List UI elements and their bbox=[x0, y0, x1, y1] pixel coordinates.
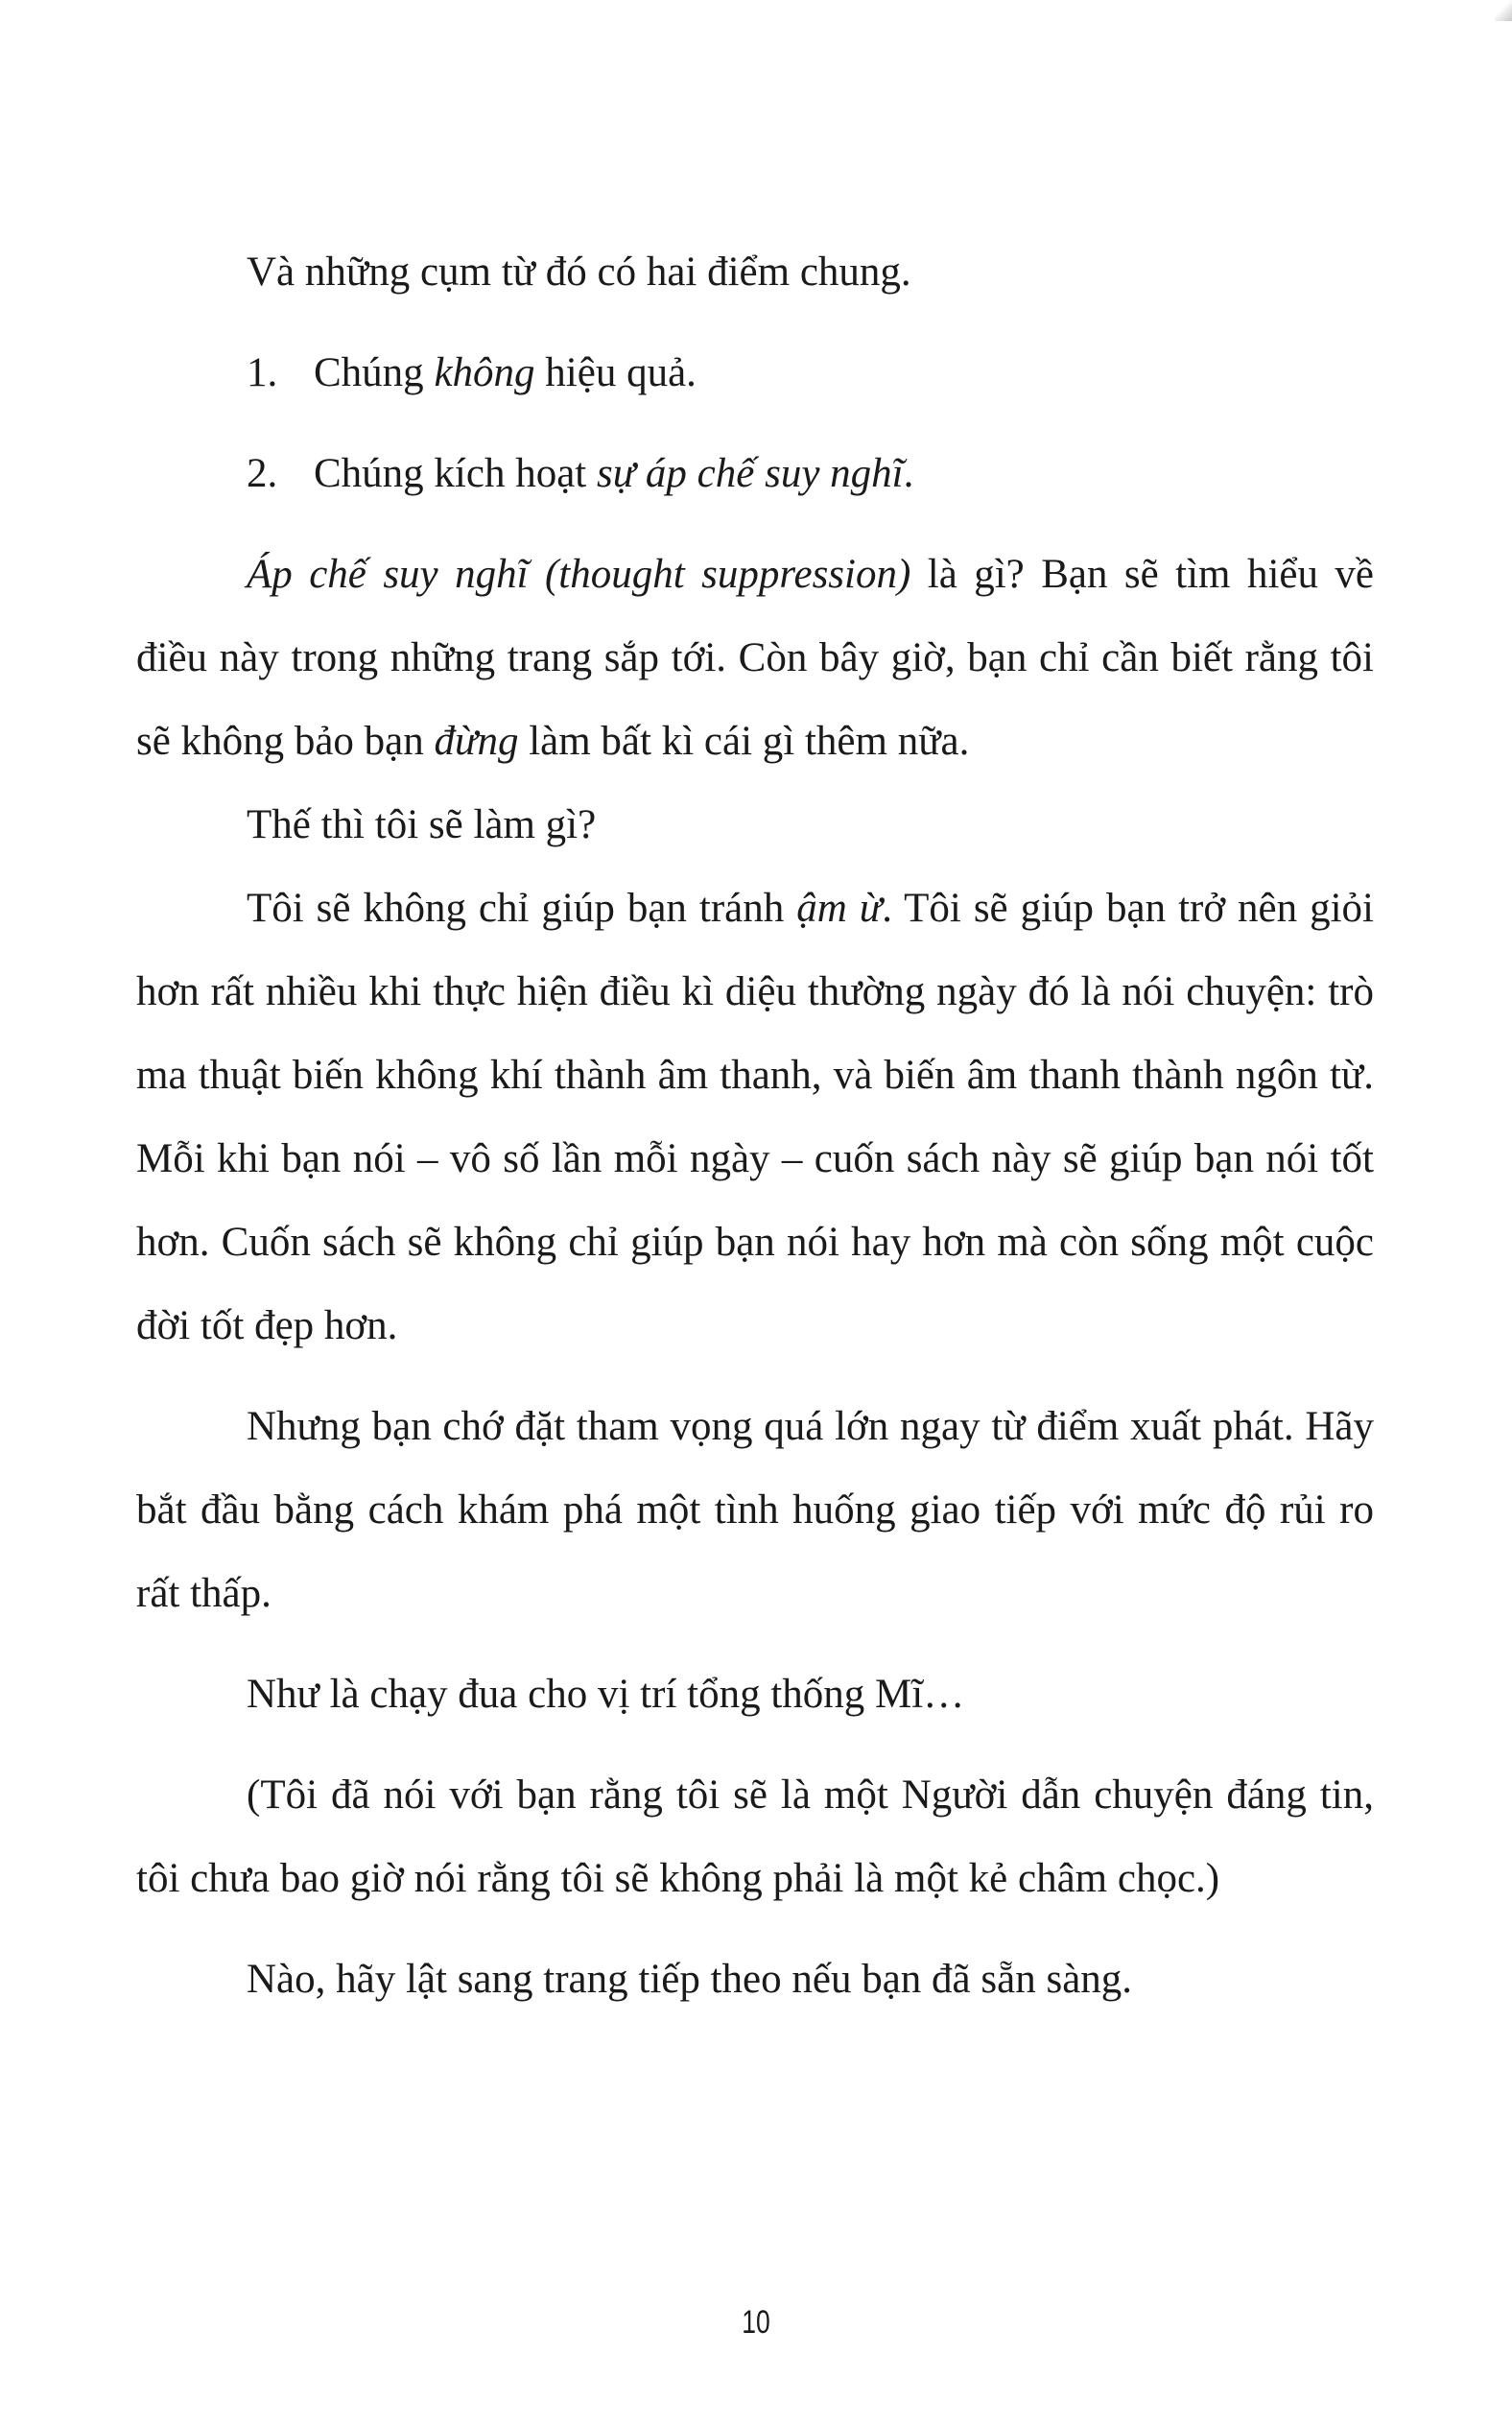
paragraph-4-text-b: . Tôi sẽ giúp bạn trở nên giỏi hơn rất nhiều khi thực hiện điều kì diệu thường ngày đó là nói chuyện: trò ma thuật biến không khí thành âm thanh, và biến âm thanh thành ngôn từ. Mỗi khi bạn nói – vô số lần mỗi ngày – cuốn sách này sẽ giúp bạn nói tốt hơn. Cuốn sách sẽ không chỉ giúp bạn nói hay hơn mà còn sống một cuộc đời tốt đẹp hơn. bbox=[136, 886, 1374, 1348]
list-item-1-text-a: Chúng bbox=[314, 350, 435, 395]
list-number-2: 2. bbox=[247, 451, 278, 496]
page-corner-shadow bbox=[1495, 0, 1512, 21]
page-number: 10 bbox=[742, 2304, 770, 2341]
list-item-2 bbox=[136, 432, 1374, 515]
paragraph-intro: Và những cụm từ đó có hai điểm chung. bbox=[247, 250, 911, 295]
list-item-2-text-a: Chúng kích hoạt bbox=[314, 451, 597, 496]
list-item-1-emphasis: không bbox=[434, 350, 535, 395]
paragraph-ambition: Nhưng bạn chớ đặt tham vọng quá lớn ngay từ điểm xuất phát. Hãy bắt đầu bằng cách khám phá một tình huống giao tiếp với mức độ rủi ro rất thấp. bbox=[136, 1404, 1374, 1616]
paragraph-4-emphasis: ậm ừ bbox=[796, 886, 883, 931]
list-item-1 bbox=[136, 331, 1374, 415]
paragraph-next-page: Nào, hãy lật sang trang tiếp theo nếu bạn đã sẵn sàng. bbox=[247, 1957, 1133, 2002]
body-text bbox=[136, 230, 1374, 2021]
list-item-2-emphasis: sự áp chế suy nghĩ bbox=[597, 451, 904, 496]
paragraph-president: Như là chạy đua cho vị trí tổng thống Mĩ… bbox=[247, 1672, 965, 1717]
paragraph-question: Thế thì tôi sẽ làm gì? bbox=[247, 802, 597, 847]
paragraph-4-text-a: Tôi sẽ không chỉ giúp bạn tránh bbox=[247, 886, 797, 931]
paragraph-2-text-b: làm bất kì cái gì thêm nữa. bbox=[518, 719, 970, 764]
paragraph-2-emphasis: Áp chế suy nghĩ (thought suppression) bbox=[247, 552, 911, 597]
paragraph-narrator: (Tôi đã nói với bạn rằng tôi sẽ là một Người dẫn chuyện đáng tin, tôi chưa bao giờ nói rằng tôi sẽ không phải là một kẻ châm chọc.) bbox=[136, 1772, 1374, 1901]
paragraph-thought-suppression bbox=[136, 533, 1374, 783]
paragraph-talking bbox=[136, 867, 1374, 1368]
list-number-1: 1. bbox=[247, 350, 278, 395]
list-item-2-text-b: . bbox=[903, 451, 914, 496]
list-item-1-text-b: hiệu quả. bbox=[534, 350, 697, 395]
paragraph-2-emphasis-2: đừng bbox=[434, 719, 519, 764]
paragraph-2-text-a: là gì? Bạn sẽ tìm hiểu về điều này trong những trang sắp tới. Còn bây giờ, bạn chỉ cần biết rằng tôi sẽ không bảo bạn bbox=[136, 552, 1375, 764]
